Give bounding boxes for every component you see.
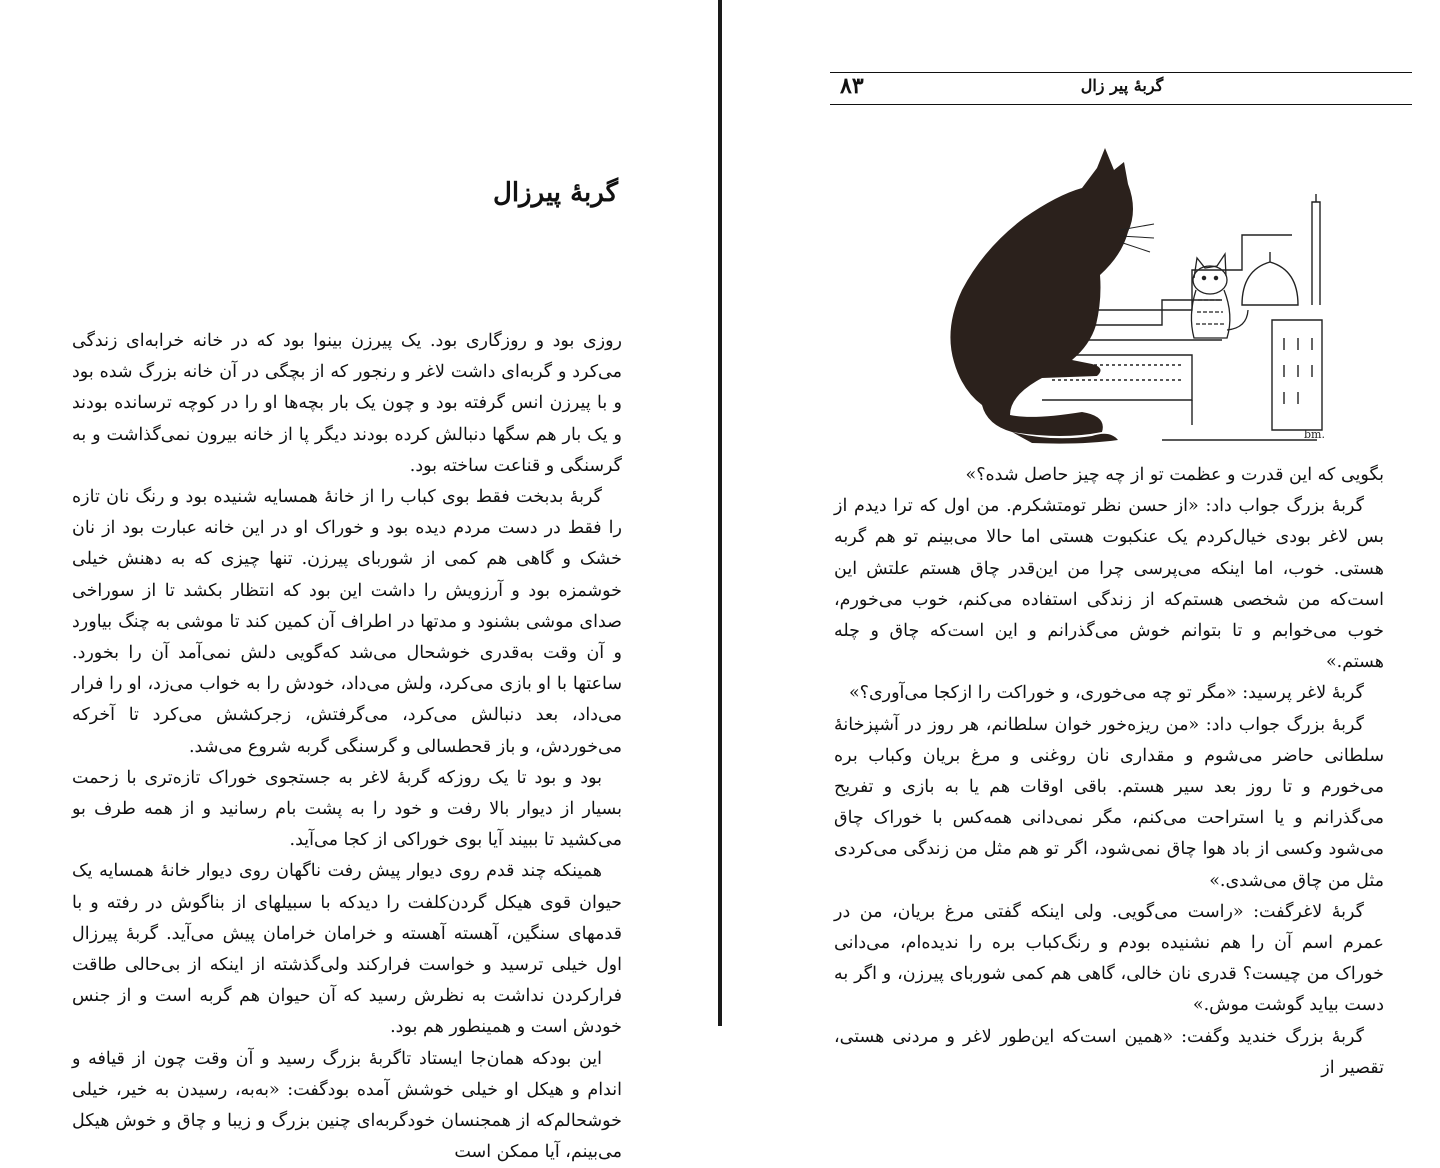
paragraph: گربهٔ لاغر پرسید: «مگر تو چه می‌خوری، و خوراکت را ازکجا می‌آوری؟» [848,683,1364,704]
paragraph: گربهٔ بزرگ جواب داد: «من ریزه‌خور خوان سلطانم، هر روز در آشپزخانهٔ سلطانی حاضر می‌شوم و مقداری نان روغنی و مرغ بریان وکباب بره می‌خورم و تا روز بعد سیر هستم. باقی اوقات هم یا به بازی و تفریح می‌گذرانم و یا استراحت می‌کنم، مگر نمی‌دانی همه‌کس با خوراک چاق می‌شود وکسی از باد هوا چاق نمی‌شود، اگر تو هم مثل من زندگی می‌کردی مثل من چاق می‌شدی.» [834,714,1384,891]
left-page [0,0,718,1163]
page-number: ۸۳ [840,73,864,99]
running-title: گربهٔ پیر زال [1080,76,1164,95]
paragraph: گربهٔ بدبخت فقط بوی کباب را از خانهٔ همسایه شنیده بود و رنگ نان تازه را فقط در دست مردم دیده بود و خوراک او در این خانه عبارت بود از نان خشک و گاهی هم کمی از شوربای پیرزن. تنها چیزی که به دهنش خیلی خوشمزه بود و آرزویش را داشت این بود که انتظار بکشد تا از سوراخی صدای موشی بشنود و مدتها در اطراف آن کمین کند تا موشی به چنگ بیاورد و آن وقت به‌قدری خوشحال می‌شد که‌گویی دلش نمی‌آمد آن را بخورد. ساعتها با او بازی می‌کرد، ولش می‌داد، خودش را به خواب می‌زد، او را فرار می‌داد، بعد دنبالش می‌کرد، می‌گرفتش، زجرکشش می‌کرد تا آخرکه می‌خوردش، و باز قحطسالی و گرسنگی گربه شروع می‌شد. [72,487,622,757]
paragraph: گربهٔ لاغرگفت: «راست می‌گویی. ولی اینکه گفتی مرغ بریان، من در عمرم اسم آن را هم نشنیده بودم و رنگ‌کباب بره را ندیده‌ام، می‌دانی خوراک من چیست؟ قدری نان خالی، گاهی هم کمی شوربای پیرزن، و اگر به دست بیاید گوشت موش.» [834,901,1384,1016]
paragraph: گربهٔ بزرگ جواب داد: «از حسن نظر تومتشکرم. من اول که ترا دیدم از بس لاغر بودی خیال‌کردم یک عنکبوت هستی اما حالا می‌بینم تو هم گربه هستی. خوب، اما اینکه می‌پرسی چرا من این‌قدر چاق هستم علتش این است‌که من شخصی هستم‌که از زندگی استفاده می‌کنم، خوب می‌خورم، خوب می‌خوابم و تا بتوانم خوش می‌گذرانم و این است‌که چاق و چله هستم.» [834,496,1384,673]
paragraph: گربهٔ بزرگ خندید وگفت: «همین است‌که این‌طور لاغر و مردنی هستی، تقصیر از [834,1026,1384,1078]
paragraph: این بودکه همان‌جا ایستاد تاگربهٔ بزرگ رسید و آن وقت چون از قیافه و اندام و هیکل او خیلی خوشش آمده بودگفت: «به‌به، رسیدن به خیر، خیلی خوشحالم‌که از همجنسان خودگربه‌ای چنین بزرگ و زیبا و چاق و خوش هیکل می‌بینم، آیا ممکن است [72,1048,622,1163]
mosque-dome-drawing [1242,194,1320,305]
illustration-signature: bm. [1304,428,1325,441]
large-black-cat-drawing [950,148,1133,444]
left-body-text [72,326,622,1168]
story-title: گربهٔ پیرزال [492,178,618,208]
right-body-text [834,460,1384,1084]
cats-on-rooftop-illustration [892,140,1338,445]
paragraph: همینکه چند قدم روی دیوار پیش رفت ناگهان روی دیوار خانهٔ همسایه یک حیوان قوی هیکل گردن‌کلفت را دیدکه با سبیلهای از بناگوش در رفته و با قدمهای سنگین، آهسته آهسته و خرامان خرامان پیش می‌آید. گربهٔ پیرزال اول خیلی ترسید و خواست فرارکند ولی‌گذشته از اینکه از بی‌حالی طاقت فرارکردن نداشت به نظرش رسید که آن حیوان هم گربه است و از جنس خودش است و همینطور هم بود. [72,861,622,1038]
paragraph: روزی بود و روزگاری بود. یک پیرزن بینوا بود که در خانه خرابه‌ای زندگی می‌کرد و گربه‌ای داشت لاغر و رنجور که از بچگی در آن خانه بزرگ شده بود و با پیرزن انس گرفته بود و چون یک بار بچه‌ها او را در کوچه ترسانده بودند و یک بار هم سگها دنبالش کرده بودند دیگر پا از خانه بیرون نمی‌گذاشت و به گرسنگی و قناعت ساخته بود. [72,331,622,476]
small-cat-drawing [1191,254,1248,338]
header-rule-top [830,72,1412,73]
paragraph: بود و بود تا یک روزکه گربهٔ لاغر به جستجوی خوراک تازه‌تری با زحمت بسیار از دیوار بالا رفت و خود را به پشت بام رسانید و از همه طرف بو می‌کشید تا ببیند آیا بوی خوراکی از کجا می‌آید. [72,767,622,851]
paragraph: بگویی که این قدرت و عظمت تو از چه چیز حاصل شده؟» [965,465,1384,485]
header-rule-bottom [830,104,1412,105]
right-page [722,0,1440,1078]
